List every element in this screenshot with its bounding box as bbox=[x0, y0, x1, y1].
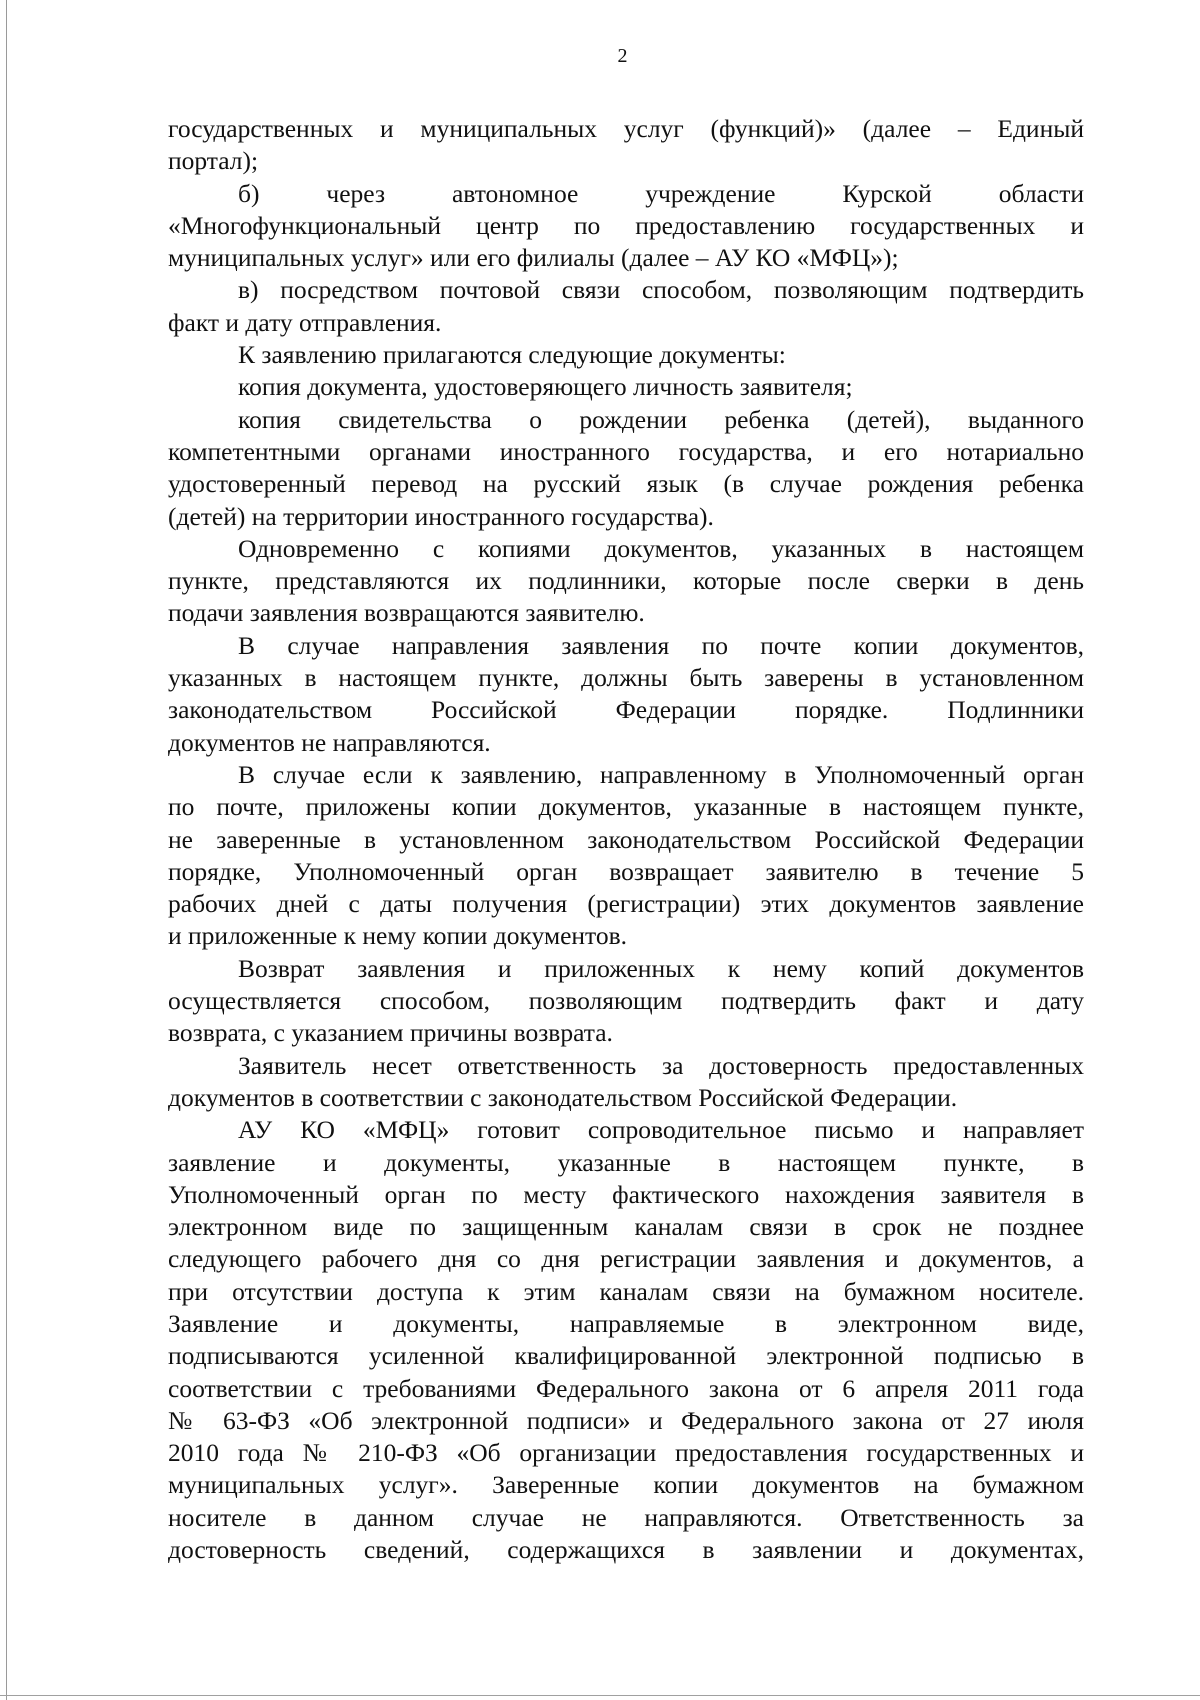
text-line: пункте, представляются их подлинники, которые после сверки в день bbox=[168, 566, 1084, 596]
text-line: носителе в данном случае не направляются. Ответственность за bbox=[168, 1502, 1084, 1532]
text-line: (детей) на территории иностранного государства). bbox=[168, 501, 714, 531]
text-line: «Многофункциональный центр по предоставлению государственных и bbox=[168, 210, 1084, 240]
text-line: следующего рабочего дня со дня регистрации заявления и документов, а bbox=[168, 1244, 1084, 1274]
text-line: копия документа, удостоверяющего личность заявителя; bbox=[238, 372, 853, 402]
text-line: документов в соответствии с законодательством Российской Федерации. bbox=[168, 1082, 958, 1112]
text-line: АУ КО «МФЦ» готовит сопроводительное письмо и направляет bbox=[238, 1115, 1084, 1145]
text-line: муниципальных услуг» или его филиалы (далее – АУ КО «МФЦ»); bbox=[168, 243, 899, 273]
text-line: Уполномоченный орган по месту фактического нахождения заявителя в bbox=[168, 1179, 1084, 1209]
text-line: государственных и муниципальных услуг (функций)» (далее – Единый bbox=[168, 114, 1084, 143]
text-line: № 63-ФЗ «Об электронной подписи» и Федерального закона от 27 июля bbox=[168, 1405, 1084, 1435]
text-line: удостоверенный перевод на русский язык (в случае рождения ребенка bbox=[168, 469, 1084, 499]
page-number: 2 bbox=[617, 45, 628, 67]
text-line: указанных в настоящем пункте, должны быть заверены в установленном bbox=[168, 663, 1084, 693]
text-line: К заявлению прилагаются следующие документы: bbox=[238, 340, 786, 370]
text-line: законодательством Российской Федерации порядке. Подлинники bbox=[168, 695, 1084, 725]
text-line: Заявление и документы, направляемые в электронном виде, bbox=[168, 1308, 1084, 1338]
text-line: порядке, Уполномоченный орган возвращает заявителю в течение 5 bbox=[168, 856, 1084, 886]
text-line: портал); bbox=[168, 146, 259, 176]
text-line: документов не направляются. bbox=[168, 727, 491, 757]
text-line: достоверность сведений, содержащихся в заявлении и документах, bbox=[168, 1535, 1084, 1565]
text-line: и приложенные к нему копии документов. bbox=[168, 921, 628, 951]
text-line: рабочих дней с даты получения (регистрации) этих документов заявление bbox=[168, 889, 1084, 919]
text-line: 2010 года № 210-ФЗ «Об организации предоставления государственных и bbox=[168, 1438, 1084, 1468]
text-line: возврата, с указанием причины возврата. bbox=[168, 1018, 613, 1048]
document-body bbox=[168, 113, 1084, 1566]
text-line: компетентными органами иностранного государства, и его нотариально bbox=[168, 436, 1084, 466]
text-line: копия свидетельства о рождении ребенка (детей), выданного bbox=[238, 404, 1084, 434]
text-line: подачи заявления возвращаются заявителю. bbox=[168, 598, 645, 628]
text-line: не заверенные в установленном законодательством Российской Федерации bbox=[168, 824, 1084, 854]
text-line: факт и дату отправления. bbox=[168, 307, 442, 337]
text-line: в) посредством почтовой связи способом, позволяющим подтвердить bbox=[238, 275, 1084, 305]
text-line: Возврат заявления и приложенных к нему копий документов bbox=[238, 953, 1084, 983]
text-line: подписываются усиленной квалифицированной электронной подписью в bbox=[168, 1341, 1084, 1371]
text-line: осуществляется способом, позволяющим подтвердить факт и дату bbox=[168, 986, 1084, 1016]
text-line: б) через автономное учреждение Курской области bbox=[238, 178, 1084, 208]
text-line: при отсутствии доступа к этим каналам связи на бумажном носителе. bbox=[168, 1276, 1084, 1306]
text-line: Заявитель несет ответственность за достоверность предоставленных bbox=[238, 1050, 1084, 1080]
text-line: заявление и документы, указанные в настоящем пункте, в bbox=[168, 1147, 1084, 1177]
text-line: Одновременно с копиями документов, указанных в настоящем bbox=[238, 533, 1084, 563]
text-line: муниципальных услуг». Заверенные копии документов на бумажном bbox=[168, 1470, 1084, 1500]
text-line: соответствии с требованиями Федерального закона от 6 апреля 2011 года bbox=[168, 1373, 1084, 1403]
text-line: В случае направления заявления по почте копии документов, bbox=[238, 630, 1084, 660]
text-line: электронном виде по защищенным каналам связи в срок не позднее bbox=[168, 1212, 1084, 1242]
page-left-edge bbox=[6, 0, 7, 1700]
text-line: В случае если к заявлению, направленному в Уполномоченный орган bbox=[238, 759, 1084, 789]
text-line: по почте, приложены копии документов, указанные в настоящем пункте, bbox=[168, 792, 1084, 822]
page-bottom-edge bbox=[0, 1695, 1200, 1696]
